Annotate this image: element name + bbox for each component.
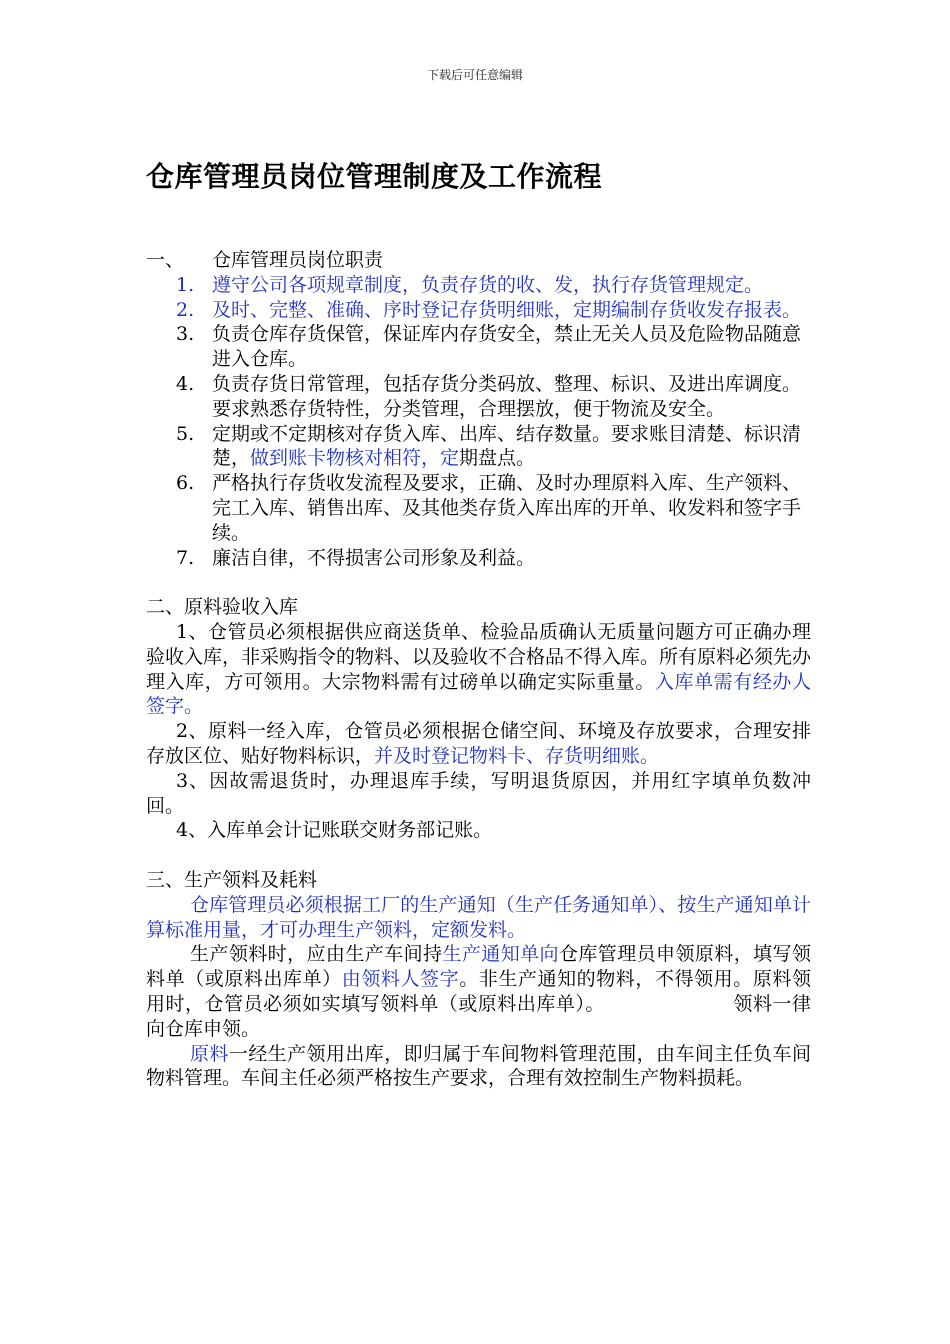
list-item <box>146 298 811 323</box>
paragraph: 3、因故需退货时，办理退库手续，写明退货原因，并用红字填单负数冲回。 <box>146 769 811 817</box>
paragraph-text: 仓库管理员申领原料，填写领料单（或原料出库单） <box>146 943 811 991</box>
list-text-highlight: 做到账卡物核对相符，定 <box>250 447 460 470</box>
section1-marker: 一、 <box>146 249 185 271</box>
paragraph-highlight: 并及时登记物料卡、存货明细账。 <box>374 744 660 767</box>
list-item <box>146 422 811 472</box>
list-item <box>146 471 811 545</box>
section1-title: 仓库管理员岗位职责 <box>212 249 384 271</box>
list-number: 6. <box>176 472 195 495</box>
paragraph-text: 1、仓管员必须根据供应商送货单、检验品质确认无质量问题方可正确办理验收入库，非采购指令的物料、以及验收不合格品不得入库。所有原料必须先办理入库，方可领用。大宗物料需有过磅单以确定实际重量。 <box>146 620 812 693</box>
list-text: 廉洁自律，不得损害公司形象及利益。 <box>212 546 536 569</box>
list-number: 4. <box>176 372 195 395</box>
paragraph-highlight: 入库单需有经办人签字。 <box>146 670 811 718</box>
section3 <box>146 868 811 1091</box>
paragraph <box>146 620 811 719</box>
section2 <box>146 595 811 843</box>
list-text: 期盘点。 <box>459 447 536 470</box>
list-number: 2. <box>176 298 195 321</box>
paragraph-text: 生产领料时，应由生产车间持 <box>190 943 443 966</box>
list-text: 负责存货日常管理，包括存货分类码放、整理、标识、及进出库调度。要求熟悉存货特性，分类管理，合理摆放，便于物流及安全。 <box>212 372 802 420</box>
list-number: 1. <box>176 273 195 296</box>
section1-heading <box>146 248 811 273</box>
paragraph: 4、入库单会计记账联交财务部记账。 <box>176 819 493 842</box>
list-number: 7. <box>176 546 195 569</box>
list-text: 严格执行存货收发流程及要求，正确、及时办理原料入库、生产领料、完工入库、销售出库、及其他类存货入库出库的开单、收发料和签字手续。 <box>212 472 802 544</box>
list-item <box>146 273 811 298</box>
paragraph-highlight: 由领料人签字 <box>341 968 460 991</box>
paragraph <box>146 942 811 1041</box>
list-number: 3. <box>176 323 195 346</box>
paragraph <box>146 719 811 769</box>
list-text: 定期或不定期核对存货入库、出库、结存数量。要求账目清楚、标识清楚， <box>212 422 802 470</box>
list-item <box>146 546 811 571</box>
list-item <box>146 372 811 422</box>
section2-heading: 二、原料验收入库 <box>146 596 299 619</box>
paragraph-highlight: 原料 <box>190 1042 229 1065</box>
paragraph-text: 领料一律向仓库申领。 <box>146 992 811 1040</box>
list-text: 遵守公司各项规章制度，负责存货的收、发，执行存货管理规定。 <box>212 273 764 296</box>
list-item <box>146 322 811 372</box>
paragraph-text: 。非生产通知的物料，不得领用。原料领用时，仓管员必须如实填写领料单（或原料出库单）。 <box>146 968 811 1015</box>
duty-list <box>146 273 811 571</box>
paragraph-highlight: 生产通知单向 <box>442 943 559 966</box>
paragraph-text: 2、原料一经入库，仓管员必须根据仓储空间、环境及存放要求，合理安排存放区位、贴好物料标识， <box>146 720 811 767</box>
page-header: 下载后可任意编辑 <box>426 68 523 82</box>
list-text: 及时、完整、准确、序时登记存货明细账，定期编制存货收发存报表。 <box>212 298 802 321</box>
document-title: 仓库管理员岗位管理制度及工作流程 <box>146 160 603 193</box>
list-text: 负责仓库存货保管，保证库内存货安全，禁止无关人员及危险物品随意进入仓库。 <box>212 323 802 371</box>
paragraph: 仓库管理员必须根据工厂的生产通知（生产任务通知单）、按生产通知单计算标准用量，才可办理生产领料，定额发料。 <box>146 893 811 941</box>
document-body <box>146 248 811 1091</box>
paragraph-text: 一经生产领用出库，即归属于车间物料管理范围，由车间主任负车间物料管理。车间主任必须严格按生产要求，合理有效控制生产物料损耗。 <box>146 1042 811 1090</box>
paragraph <box>146 1042 811 1092</box>
list-number: 5. <box>176 422 195 445</box>
section3-heading: 三、生产领料及耗料 <box>146 868 318 891</box>
